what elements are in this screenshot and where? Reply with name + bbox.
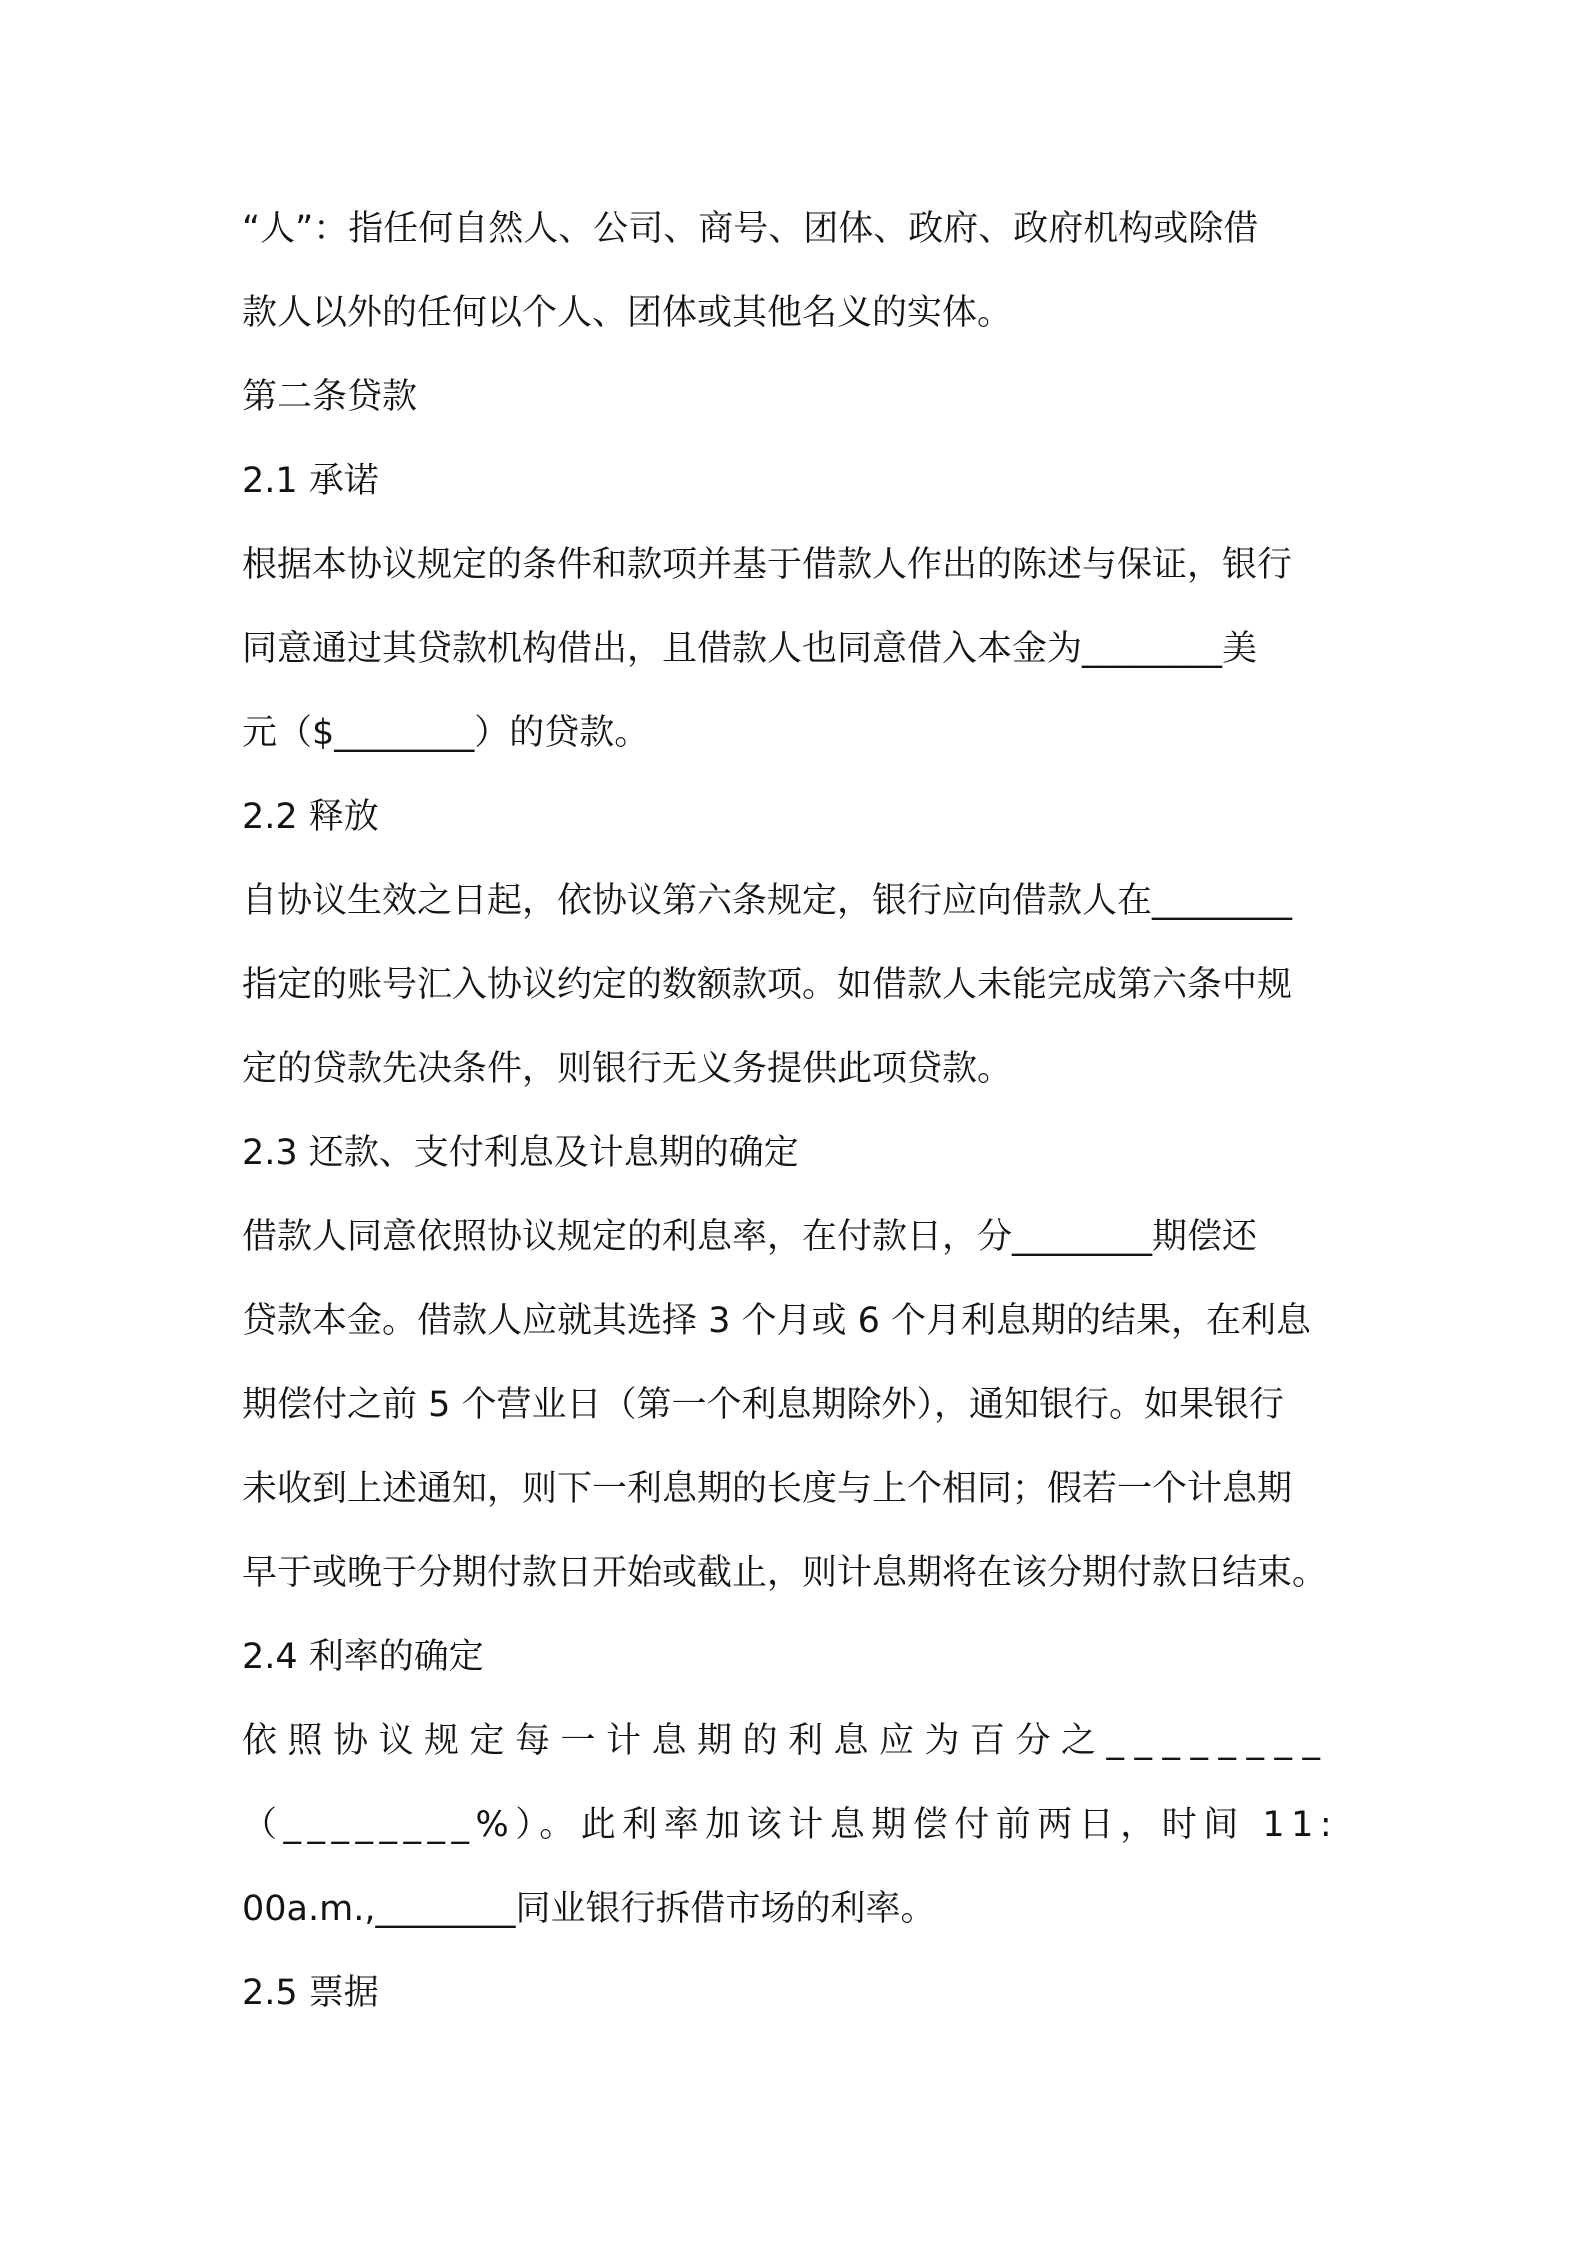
paragraph-line: 贷款本金。借款人应就其选择 3 个月或 6 个月利息期的结果，在利息: [242, 1301, 1312, 1341]
paragraph-line: 00a.m.,________同业银行拆借市场的利率。: [242, 1889, 936, 1929]
paragraph-line: “人”：指任何自然人、公司、商号、团体、政府、政府机构或除借: [242, 209, 1259, 249]
paragraph-line: 元（$________）的贷款。: [242, 713, 650, 753]
paragraph-line: 依照协议规定每一计息期的利息应为百分之________: [242, 1721, 1331, 1761]
paragraph-line: 同意通过其贷款机构借出，且借款人也同意借入本金为________美: [242, 629, 1258, 669]
paragraph-line: 早于或晚于分期付款日开始或截止，则计息期将在该分期付款日结束。: [242, 1553, 1328, 1593]
subsection-heading: 2.5 票据: [242, 1973, 379, 2013]
paragraph-line: 借款人同意依照协议规定的利息率，在付款日，分________期偿还: [242, 1217, 1258, 1257]
paragraph-line: 期偿付之前 5 个营业日（第一个利息期除外），通知银行。如果银行: [242, 1385, 1285, 1425]
paragraph-line: （________%）。此利率加该计息期偿付前两日，时间 11:: [242, 1805, 1339, 1845]
subsection-heading: 2.1 承诺: [242, 461, 379, 501]
paragraph-line: 未收到上述通知，则下一利息期的长度与上个相同；假若一个计息期: [242, 1469, 1293, 1509]
subsection-heading: 2.4 利率的确定: [242, 1637, 484, 1677]
paragraph-line: 根据本协议规定的条件和款项并基于借款人作出的陈述与保证，银行: [242, 545, 1293, 585]
subsection-heading: 2.2 释放: [242, 797, 379, 837]
subsection-heading: 2.3 还款、支付利息及计息期的确定: [242, 1133, 799, 1173]
paragraph-line: 自协议生效之日起，依协议第六条规定，银行应向借款人在________: [242, 881, 1293, 921]
paragraph-line: 定的贷款先决条件，则银行无义务提供此项贷款。: [242, 1049, 1013, 1089]
paragraph-line: 款人以外的任何以个人、团体或其他名义的实体。: [242, 293, 1013, 333]
section-heading: 第二条贷款: [242, 377, 418, 417]
paragraph-line: 指定的账号汇入协议约定的数额款项。如借款人未能完成第六条中规: [242, 965, 1293, 1005]
